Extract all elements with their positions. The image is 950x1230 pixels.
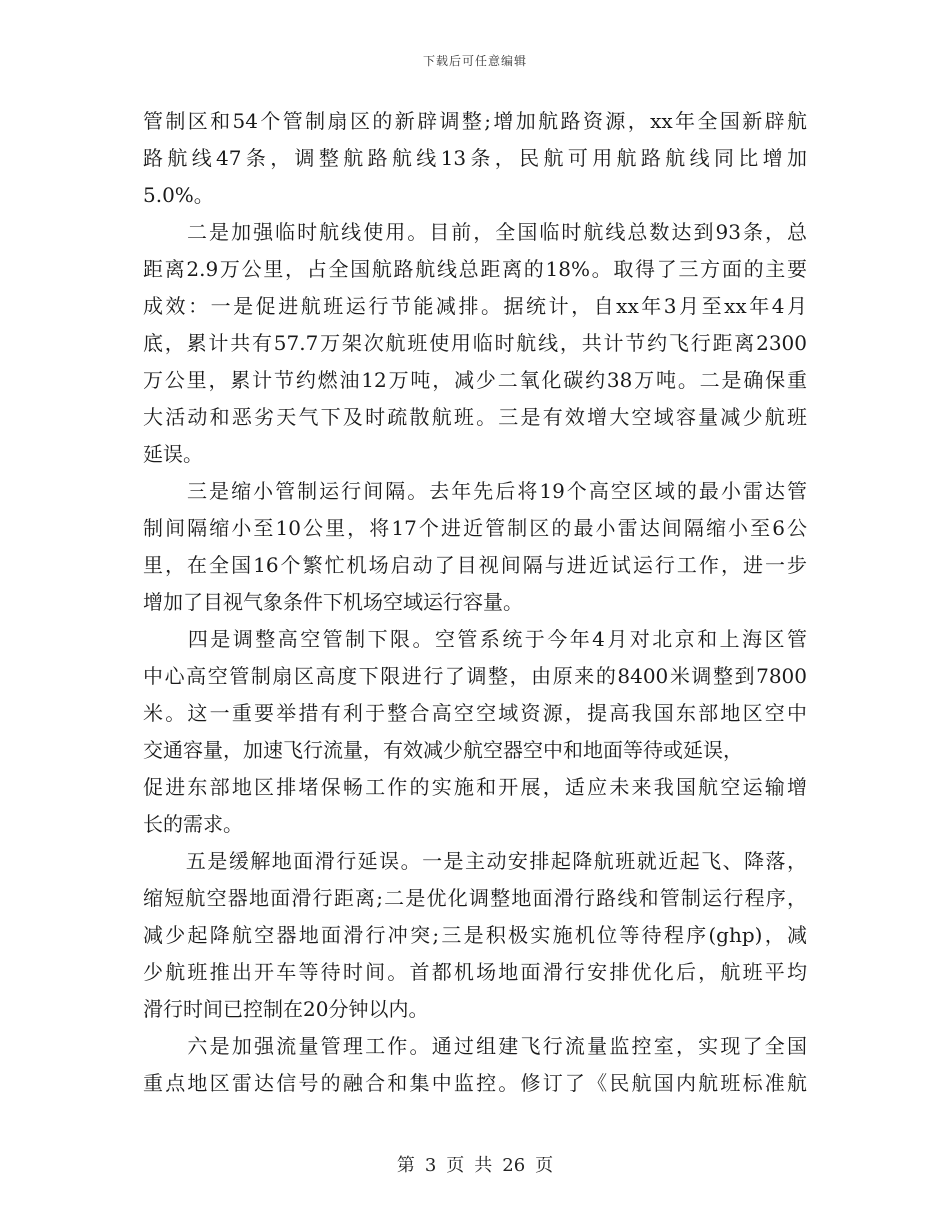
- text-line: 六是加强流量管理工作。通过组建飞行流量监控室，实现了全国: [143, 1034, 807, 1058]
- text-line: 路航线47条，调整航路航线13条，民航可用航路航线同比增加: [143, 146, 807, 170]
- text-line: 延误。: [143, 442, 203, 466]
- text-line: 米。这一重要举措有利于整合高空空域资源，提高我国东部地区空中: [143, 701, 807, 725]
- text-line: 四是调整高空管制下限。空管系统于今年4月对北京和上海区管: [143, 627, 807, 651]
- text-line: 交通容量，加速飞行流量，有效减少航空器空中和地面等待或延误，: [143, 738, 743, 762]
- text-line: 三是缩小管制运行间隔。去年先后将19个高空区域的最小雷达管: [143, 479, 807, 503]
- text-line: 减少起降航空器地面滑行冲突;三是积极实施机位等待程序(ghp)，减: [143, 923, 807, 947]
- text-line: 制间隔缩小至10公里，将17个进近管制区的最小雷达间隔缩小至6公: [143, 516, 807, 540]
- text-line: 促进东部地区排堵保畅工作的实施和开展，适应未来我国航空运输增: [143, 775, 807, 799]
- text-line: 里，在全国16个繁忙机场启动了目视间隔与进近试运行工作，进一步: [143, 553, 807, 577]
- text-line: 长的需求。: [143, 812, 243, 836]
- text-line: 增加了目视气象条件下机场空域运行容量。: [143, 590, 523, 614]
- page-footer: [0, 1151, 950, 1177]
- page-header: 下载后可任意编辑: [422, 54, 527, 68]
- text-line: 重点地区雷达信号的融合和集中监控。修订了《民航国内航班标准航: [143, 1071, 807, 1095]
- text-line: 二是加强临时航线使用。目前，全国临时航线总数达到93条，总: [143, 220, 807, 244]
- text-line: 中心高空管制扇区高度下限进行了调整，由原来的8400米调整到7800: [143, 664, 807, 688]
- text-line: 大活动和恶劣天气下及时疏散航班。三是有效增大空域容量减少航班: [143, 405, 807, 429]
- total-unit: 页: [535, 1155, 554, 1176]
- text-line: 成效：一是促进航班运行节能减排。据统计，自xx年3月至xx年4月: [143, 294, 807, 318]
- text-line: 距离2.9万公里，占全国航路航线总距离的18%。取得了三方面的主要: [143, 257, 807, 281]
- text-line: 万公里，累计节约燃油12万吨，减少二氧化碳约38万吨。二是确保重: [143, 368, 807, 392]
- text-line: 底，累计共有57.7万架次航班使用临时航线，共计节约飞行距离2300: [143, 331, 807, 355]
- text-line: 滑行时间已控制在20分钟以内。: [143, 997, 429, 1021]
- page-unit: 页: [446, 1155, 465, 1176]
- page-label: 第: [396, 1155, 415, 1176]
- text-line: 五是缓解地面滑行延误。一是主动安排起降航班就近起飞、降落，: [143, 849, 807, 873]
- text-line: 管制区和54个管制扇区的新辟调整;增加航路资源，xx年全国新辟航: [143, 109, 807, 133]
- total-label: 共: [474, 1155, 493, 1176]
- page-number: 3: [424, 1155, 437, 1176]
- text-line: 缩短航空器地面滑行距离;二是优化调整地面滑行路线和管制运行程序，: [143, 886, 807, 910]
- text-line: 5.0%。: [143, 183, 214, 207]
- document-body: [143, 103, 807, 1102]
- text-line: 少航班推出开车等待时间。首都机场地面滑行安排优化后，航班平均: [143, 960, 807, 984]
- total-pages: 26: [502, 1155, 526, 1176]
